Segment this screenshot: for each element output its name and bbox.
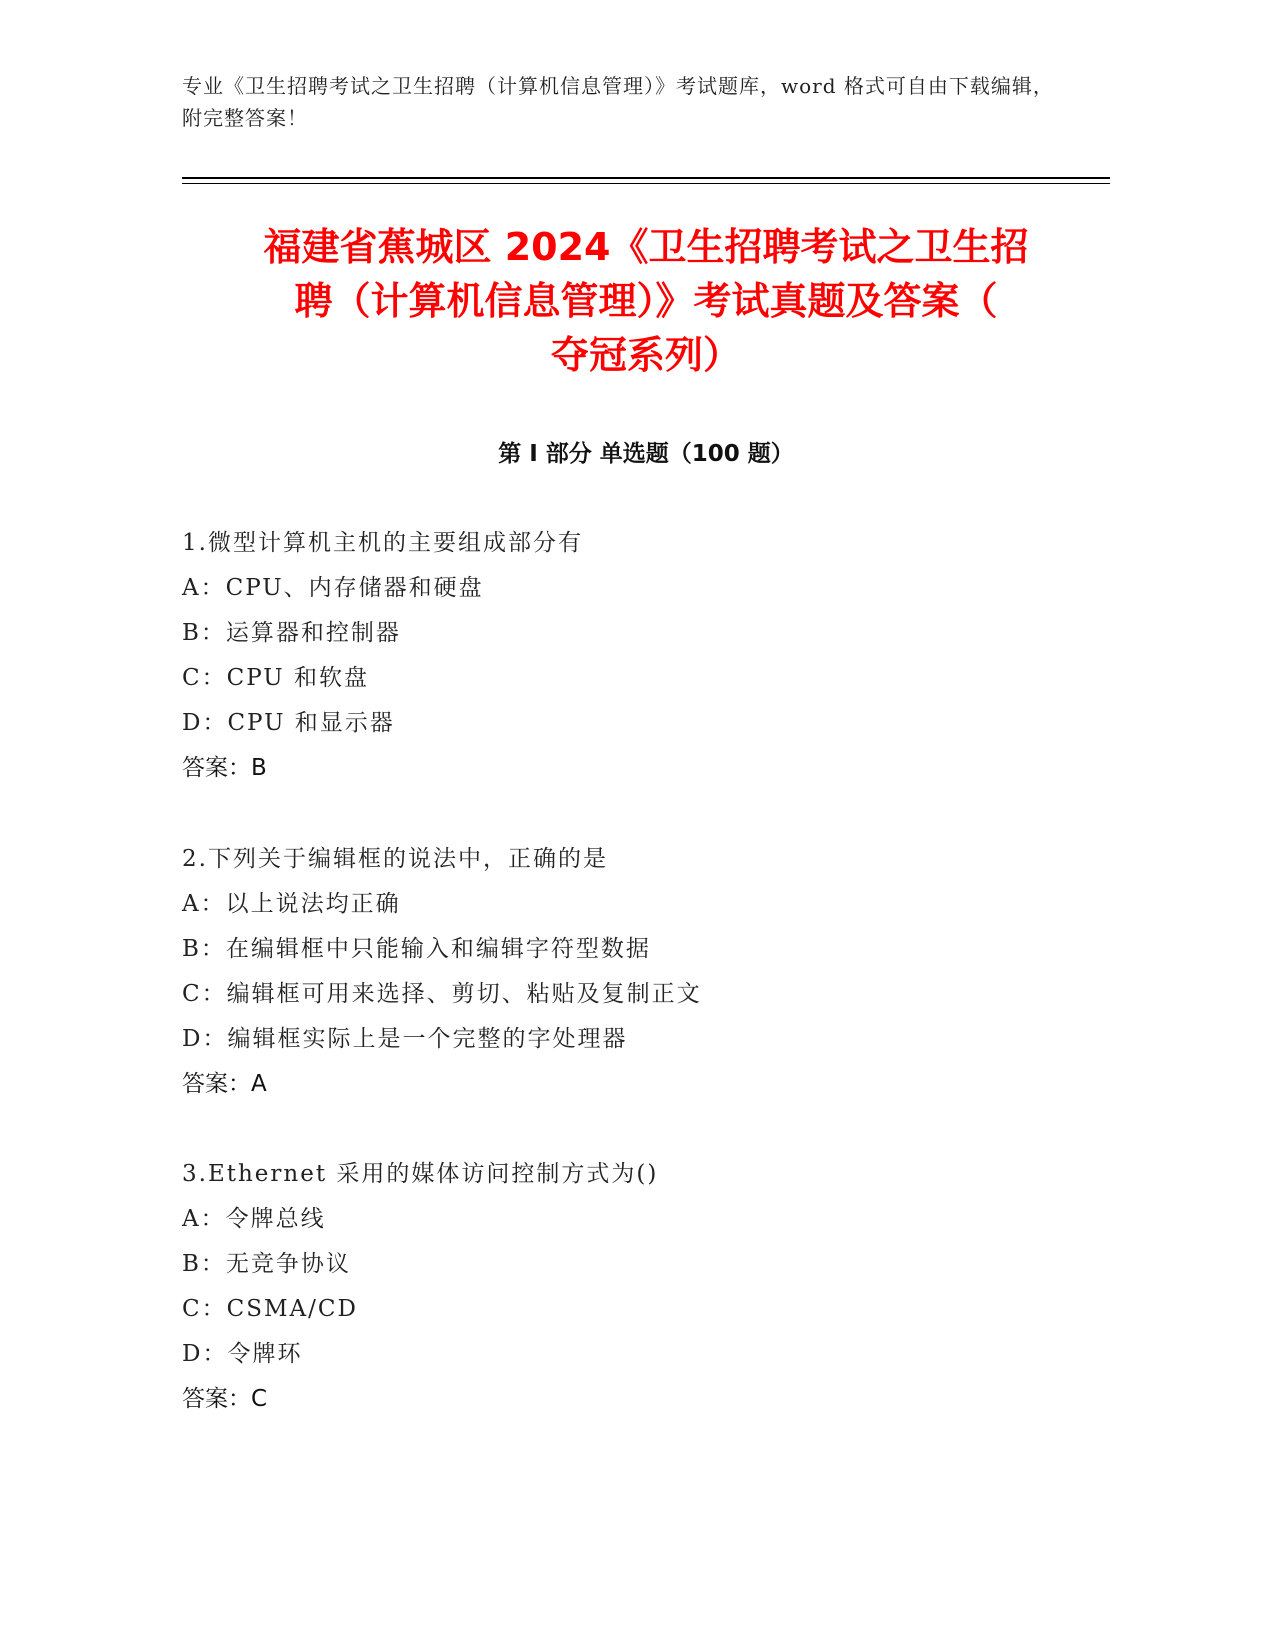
header-rule-thin (182, 183, 1110, 184)
option-b: B：无竞争协议 (182, 1251, 351, 1277)
option-c: C：CSMA/CD (182, 1296, 358, 1322)
document-title (182, 220, 1110, 382)
option-a: A：以上说法均正确 (182, 891, 401, 917)
question-stem: 2.下列关于编辑框的说法中，正确的是 (182, 846, 608, 872)
option-d: D：编辑框实际上是一个完整的字处理器 (182, 1026, 628, 1052)
title-line-2: 聘（计算机信息管理）》考试真题及答案（ (294, 279, 998, 323)
header-note: 专业《卫生招聘考试之卫生招聘（计算机信息管理）》考试题库，word 格式可自由下载编辑，附完整答案！ (182, 74, 1054, 130)
question-1 (182, 521, 1082, 791)
question-3 (182, 1152, 1082, 1422)
title-line-3: 夺冠系列） (550, 333, 741, 377)
header-rule-thick (182, 177, 1110, 179)
answer: 答案：B (182, 755, 267, 781)
question-stem: 3.Ethernet 采用的媒体访问控制方式为() (182, 1161, 659, 1187)
option-b: B：在编辑框中只能输入和编辑字符型数据 (182, 936, 651, 962)
answer: 答案：A (182, 1071, 267, 1097)
option-b: B：运算器和控制器 (182, 620, 401, 646)
option-c: C：CPU 和软盘 (182, 665, 369, 691)
title-line-1: 福建省蕉城区 2024《卫生招聘考试之卫生招 (263, 225, 1029, 269)
question-stem: 1.微型计算机主机的主要组成部分有 (182, 530, 583, 556)
answer: 答案：C (182, 1386, 268, 1412)
section-heading: 第 I 部分 单选题（100 题） (498, 441, 794, 467)
option-a: A：令牌总线 (182, 1206, 326, 1232)
option-c: C：编辑框可用来选择、剪切、粘贴及复制正文 (182, 981, 702, 1007)
question-2 (182, 837, 1082, 1107)
option-a: A：CPU、内存储器和硬盘 (182, 575, 484, 601)
option-d: D：CPU 和显示器 (182, 710, 395, 736)
option-d: D：令牌环 (182, 1341, 303, 1367)
